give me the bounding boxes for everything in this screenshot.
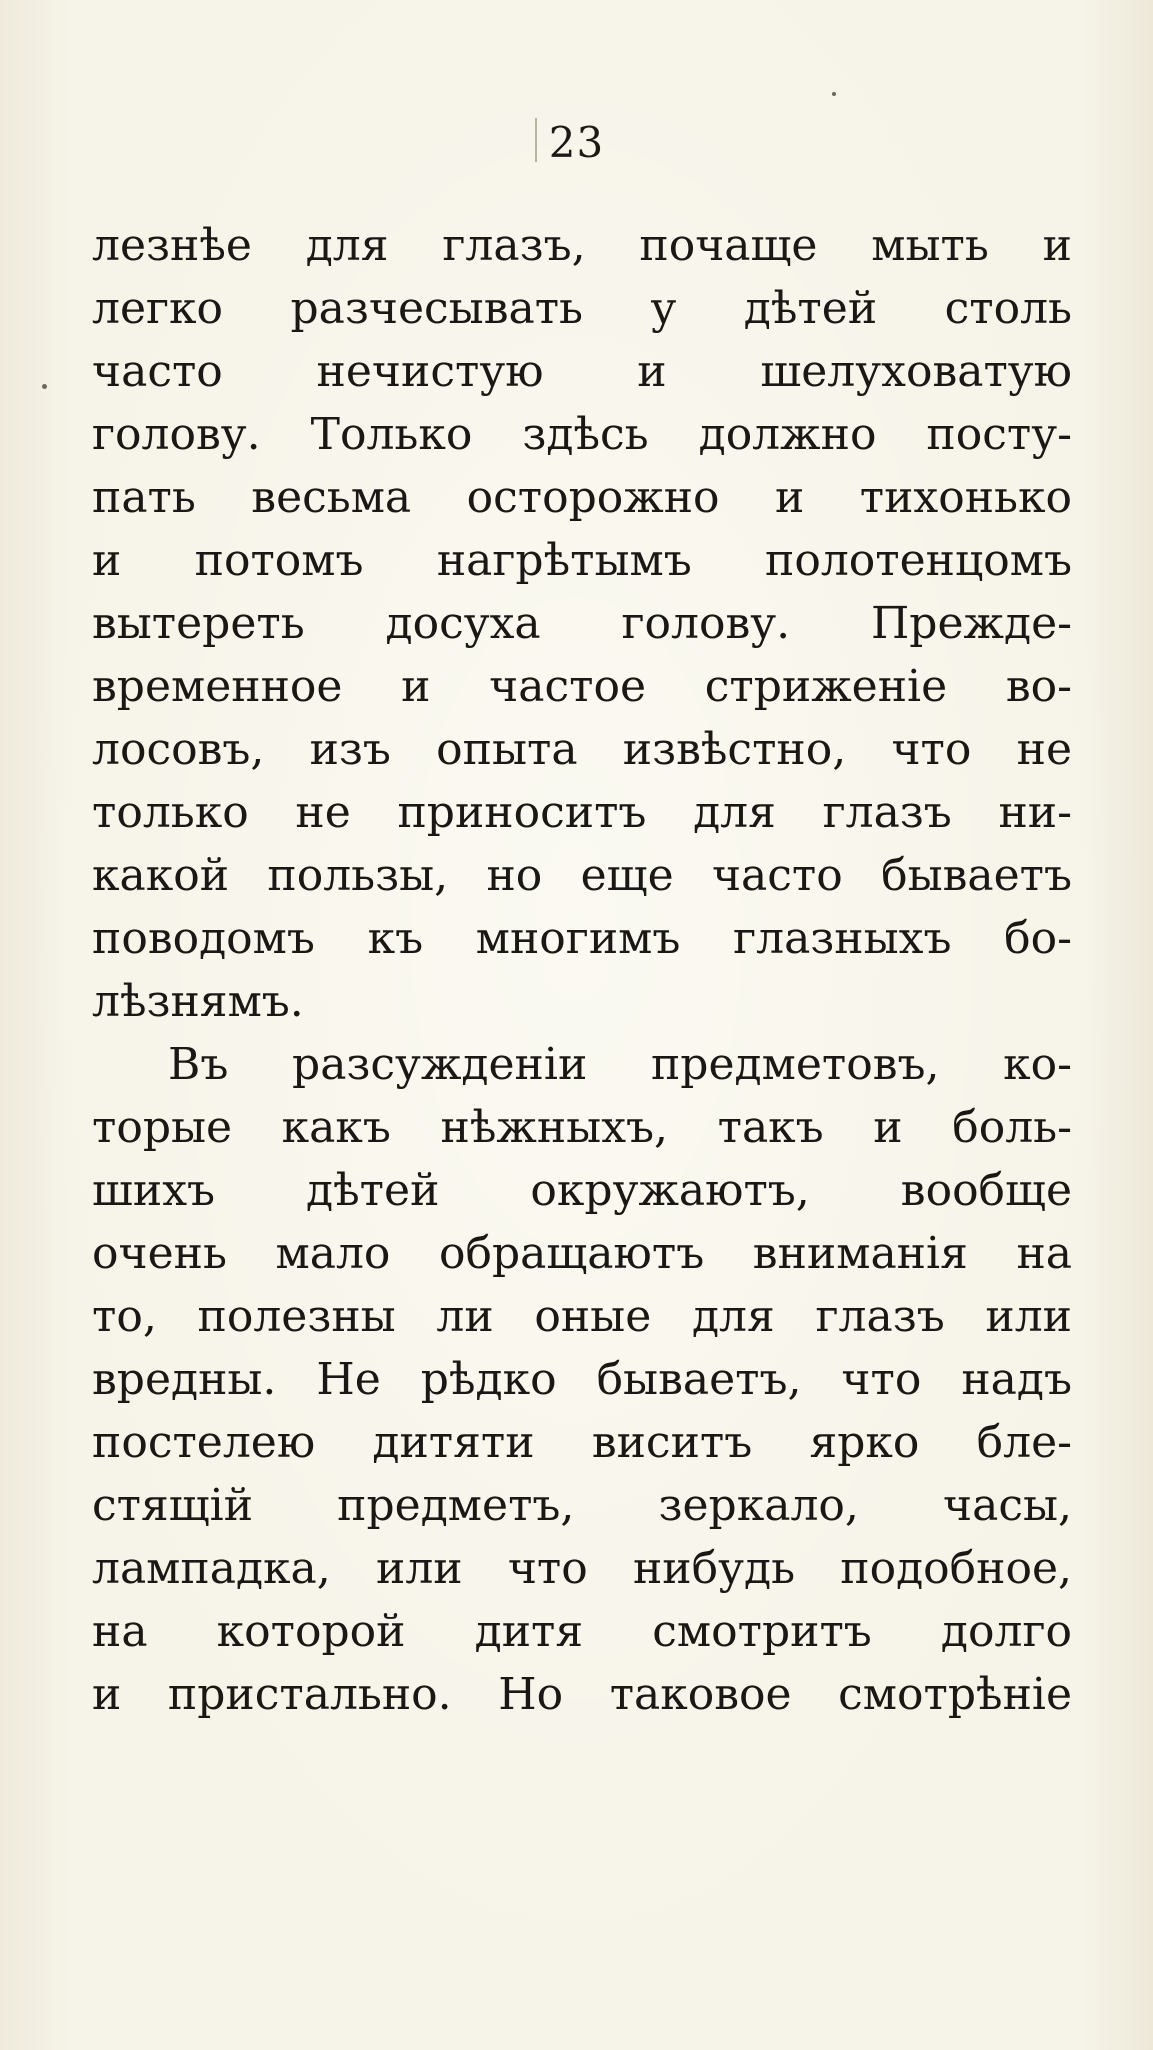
text-line: и потомъ нагрѣтымъ полотенцомъ: [92, 535, 1072, 586]
text-line: поводомъ къ многимъ глазныхъ бо-: [92, 913, 1072, 964]
text-line: лѣзнямъ.: [92, 976, 304, 1027]
text-line: шихъ дѣтей окружаютъ, вообще: [92, 1165, 1072, 1216]
text-line: лампадка, или что нибудь подобное,: [92, 1543, 1072, 1594]
text-line: Въ разсужденіи предметовъ, ко-: [168, 1039, 1072, 1090]
text-line: и пристально. Но таковое смотрѣніе: [92, 1669, 1072, 1720]
text-line: голову. Только здѣсь должно посту-: [92, 409, 1072, 460]
text-line: на которой дитя смотритъ долго: [92, 1606, 1072, 1657]
text-line: постелею дитяти виситъ ярко бле-: [92, 1417, 1072, 1468]
margin-mark: [42, 384, 47, 389]
text-line: пать весьма осторожно и тихонько: [92, 472, 1072, 523]
text-line: легко разчесывать у дѣтей столь: [92, 283, 1072, 334]
text-line: вредны. Не рѣдко бываетъ, что надъ: [92, 1354, 1072, 1405]
body-text: [92, 214, 1072, 1726]
text-line: лезнѣе для глазъ, почаще мыть и: [92, 220, 1072, 271]
text-line: какой пользы, но еще часто бываетъ: [92, 850, 1072, 901]
text-line: лосовъ, изъ опыта извѣстно, что не: [92, 724, 1072, 775]
text-line: торые какъ нѣжныхъ, такъ и боль-: [92, 1102, 1072, 1153]
text-line: только не приноситъ для глазъ ни-: [92, 787, 1072, 838]
text-line: то, полезны ли оные для глазъ или: [92, 1291, 1072, 1342]
text-line: временное и частое стриженіе во-: [92, 661, 1072, 712]
margin-mark: [832, 92, 836, 96]
text-line: вытереть досуха голову. Прежде-: [92, 598, 1072, 649]
text-line: очень мало обращаютъ вниманія на: [92, 1228, 1072, 1279]
text-line: стящій предметъ, зеркало, часы,: [92, 1480, 1072, 1531]
text-line: часто нечистую и шелуховатую: [92, 346, 1072, 397]
page-number: 23: [548, 118, 605, 167]
